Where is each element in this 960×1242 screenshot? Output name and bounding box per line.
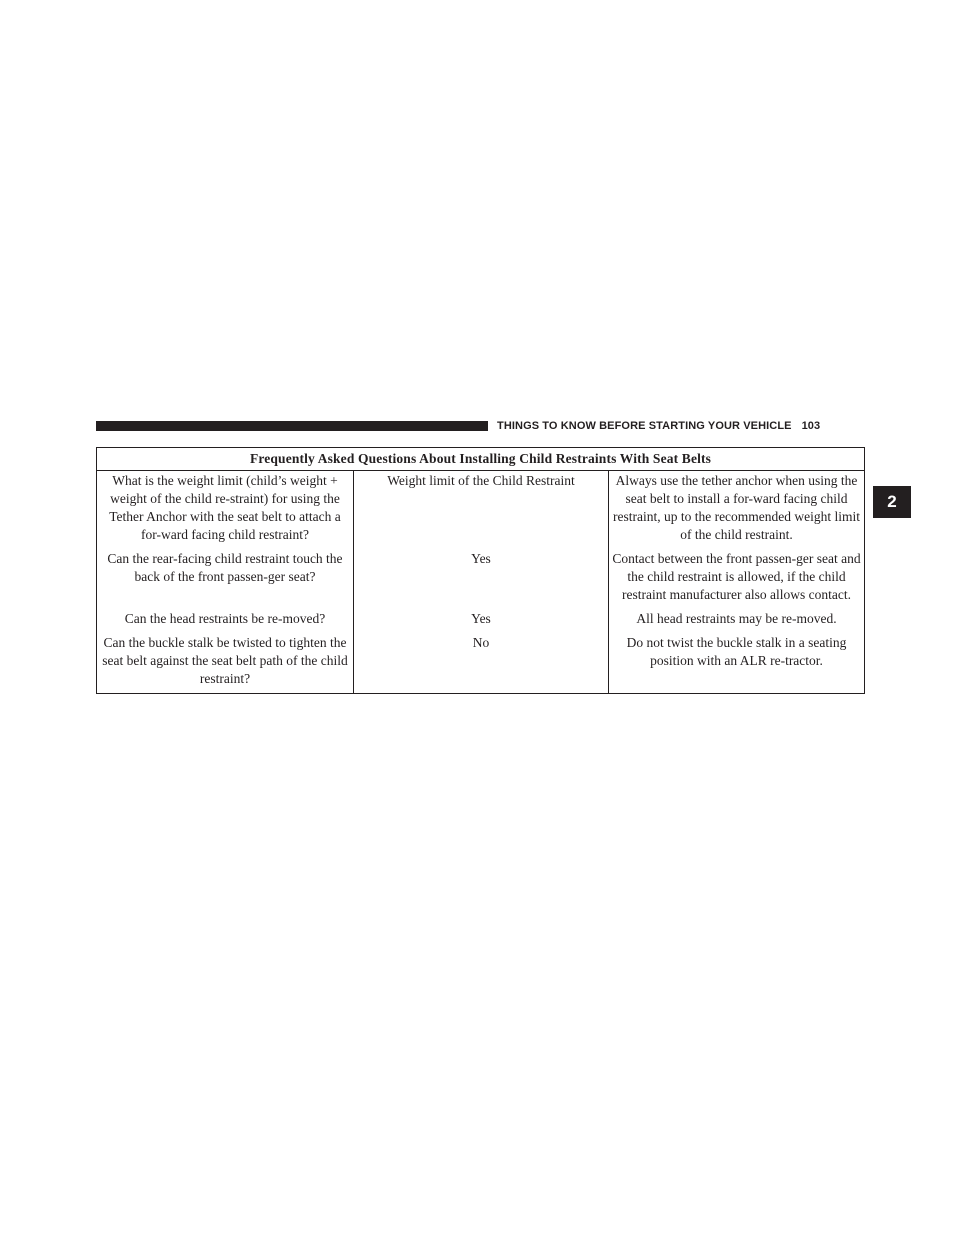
note-cell: Always use the tether anchor when using the seat belt to install a for-ward facing child restraint, up to the recommended weight limit of the child restraint. xyxy=(609,471,865,550)
answer-cell: Weight limit of the Child Restraint xyxy=(354,471,609,550)
table-row xyxy=(97,633,865,694)
faq-table xyxy=(96,447,865,694)
page-number: 103 xyxy=(801,420,821,432)
answer-cell: Yes xyxy=(354,609,609,633)
table-row xyxy=(97,549,865,609)
question-cell: Can the buckle stalk be twisted to tighten the seat belt against the seat belt path of the child restraint? xyxy=(97,633,354,694)
question-cell: Can the head restraints be re-moved? xyxy=(97,609,354,633)
table-title: Frequently Asked Questions About Installing Child Restraints With Seat Belts xyxy=(97,448,865,471)
answer-cell: No xyxy=(354,633,609,694)
note-cell: All head restraints may be re-moved. xyxy=(609,609,865,633)
header-rule-bar xyxy=(96,421,488,431)
answer-cell: Yes xyxy=(354,549,609,609)
table-row xyxy=(97,609,865,633)
running-header xyxy=(497,418,865,434)
section-title: THINGS TO KNOW BEFORE STARTING YOUR VEHICLE xyxy=(497,420,792,432)
question-cell: Can the rear-facing child restraint touch the back of the front passen-ger seat? xyxy=(97,549,354,609)
question-cell: What is the weight limit (child’s weight + weight of the child re-straint) for using the Tether Anchor with the seat belt to attach a for-ward facing child restraint? xyxy=(97,471,354,550)
chapter-tab[interactable]: 2 xyxy=(873,486,911,518)
note-cell: Contact between the front passen-ger seat and the child restraint is allowed, if the child restraint manufacturer also allows contact. xyxy=(609,549,865,609)
table-row xyxy=(97,471,865,550)
note-cell: Do not twist the buckle stalk in a seating position with an ALR re-tractor. xyxy=(609,633,865,694)
